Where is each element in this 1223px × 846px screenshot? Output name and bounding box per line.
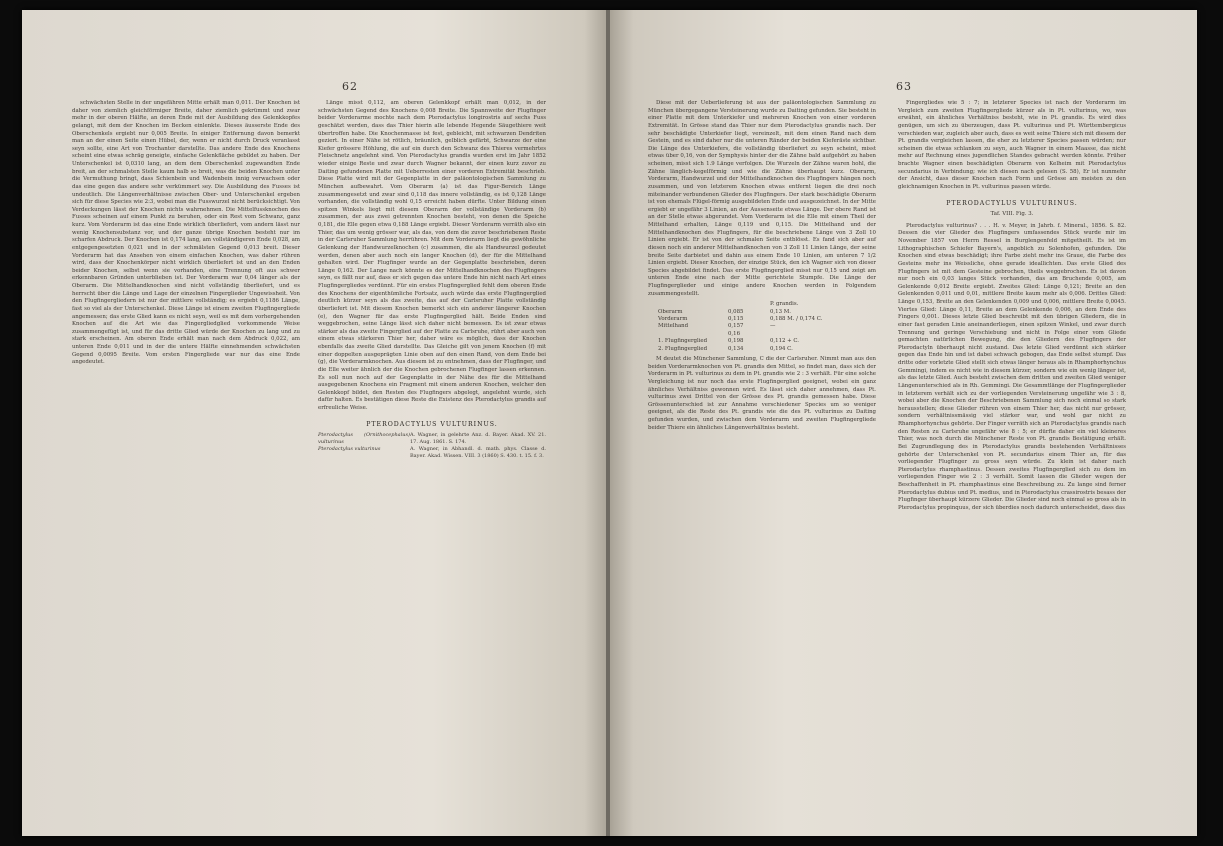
species-heading-right: PTERODACTYLUS VULTURINUS. [946,199,1078,207]
measurement-row: Oberarm 0,085 0,13 M. [658,308,791,315]
measurement-row: 1. Flugfingerglied 0,198 0,112 + C. [658,338,800,345]
measurement-row: 0,16 [728,330,741,337]
right-page [610,10,1197,836]
measurement-row: 2. Flugfingerglied 0,134 0,194 C. [658,345,793,352]
left-column-1 [72,100,300,820]
plate-reference: Taf. VIII. Fig. 3. [990,211,1034,218]
right-col1-after: M deutet die Münchener Sammlung, C die der Carlsruher. Nimmt man aus den beiden Vorderarmknochen von Pt. grandis den Mittel, so findet man, dass sich der Vorderarm in Pt. vulturinus zu dem in Pt. grandis wie 2 : 3 verhält. Für eine solche Vergleichung ist nur noch das erste Flugfingerglied geeignet, wobei ein ganz ähnliches Verhältniss gewonnen wird. Es lässt sich daher annehmen, dass Pt. vulturinus zwei Drittel von der Grösse des Pt. grandis gemessen habe. Diese Grössenunterschied ist zur Annahme verschiedener Species um so weniger geeignet, als die Reste des Pt. grandis wie die des Pt. vulturinus zu Daiting gefunden wurden, und zwischen dem Vorderarm und zweiten Flugfingergliede beider Thiere ein ähnliches Längenverhältniss besteht. [648,356,876,431]
synonym-name: Pterodactylus vulturinus [318,446,381,453]
measurement-header-row [658,301,876,308]
right-column-1 [648,100,876,820]
synonym-row [318,446,546,460]
measurement-header: P. grandis. [770,301,799,308]
measurement-table [658,301,876,353]
synonym-list [318,432,546,460]
right-col2-text: Fingergliedes wie 5 : 7; in letzterer Species ist nach der Vorderarm im Vergleich zum zweiten Flugfingergliede kürzer als in Pt. vulturinus, wo, was erwähnt, ein ähnliches Verhältniss besteht, wie in Pt. grandis. Es wird dies genügen, um sich zu überzeugen, dass Pt. vulturinus und Pt. Württembergicus verschieden war, zugleich aber auch, dass es weit seine Thiere sich mit diesem der Pt. grandis vergleichen lassen, die eher zu letzterer Species passen würden; nur scheinen die etwas schlanken zu seyn, auch Wagner in einem Maasse, das nicht mehr auf Rechnung eines jugendlichen Standes gebracht werden könnte. Früher brachte Wagner einen beschädigten Oberarm von Kelheim mit Pterodactylus secundarius in Verbindung; wie ich diesen nach gelesen (S. 58), Er ist nunmehr der Ansicht, dass dieser Knochen nach Form und Grösse am meisten zu den gleichnamigen Knochen in Pt. vulturinus passen würde. [898,100,1126,190]
book-spread [22,10,1197,836]
synonym-row [318,432,546,446]
synonym-ref: A. Wagner, in Abhandl. d. math. phys. Classe d. Bayer. Akad. Wissen. VIII. 3 (1860) S. 430. t. 15. f. 3. [410,446,546,460]
left-col1-text: schwächsten Stelle in der ungefähren Mitte erhält man 0,011. Der Knochen ist daher von ziemlich gleichförmiger Breite, daher ziemlich gekrümmt und zwar mehr in der oberen Hälfte, an deren Ende mit der Ausbildung des Gelenkkopfes gelangt, mit dem der Knochen im Becken einlenkte. Dieses äusserste Ende des Oberschenkels ergiebt nur 0,005 Breite. In einiger Entfernung davon bemerkt man an der einen Seite einen Hübel, der, wenn er nicht durch Druck veranlasst seyn sollte, eine Art von Trochanter darstellte. Das andere Ende des Knochens scheint eine etwas schräg geneigte, einfache Gelenkfläche gebildet zu haben. Der Unterschenkel ist 0,0310 lang, an dem dem Oberschenkel zugewandten Ende breit, an der schmalsten Stelle kaum halb so breit, was die beiden Knochen unter die Vermuthung bringt, dass Schienbein und Wadenbein innig verwachsen oder das eine gegen das andere sehr verkümmert sey. Die Ausbildung des Fusses ist undeutlich. Die Längenverhältnisse zwischen Ober- und Unterschenkel ergeben sich für diese Species wie 2:3, wobei man die Fusswurzel nicht berücksichtigt. Von Verdeckungen lässt der Knochen nichts wahrnehmen. Die Mittelfussknochen des Fusses scheinen auf einem Punkt zu beruhen, oder ein Rest vom Schwanz, ganz kurz. Vom Vorderarm ist das eine Ende wirklich überliefert, vom andern lässt nur wenig Knochensubstanz vor, und der ganze übrige Knochen besteht nur im scharfen Abdruck. Der Knochen ist 0,174 lang, am vollständigeren Ende 0,028, am entgegengesetzten 0,021 und in der schmälsten Gegend 0,013 breit. Dieser Vorderarm hat das Ansehen von einem einfachen Knochen, was daher rühren wird, dass der Knochenkörper nicht wirklich überliefert ist und an den Enden beider Knochen, selbst wenn sie vorhanden, eine Trennung oft aus schwer erkennbaren Gründen unterblieben ist. Der Vorderarm war 0,04 länger als der Oberarm. Die Mittelhandknochen sind nicht vollständig überliefert, und es herrscht über die Länge und Lage der einzelnen Fingerglieder Ungewissheit. Von den Flugfingergliedern ist nur der mittlere vollständig; es ergiebt 0,1186 Länge, fast so viel als der Unterschenkel. Diese Länge ist einem zweiten Flugfingergliede angemessen; das erste Glied kann es nicht seyn, weil es mit dem vorhergehenden Knochen auf die Art wie das Fingergliedglied vorkommende Weise zusammengefügt ist, und für das dritte Glied würde der Knochen zu lang und zu stark erscheinen. Am oberen Ende erhält man nach dem Abdruck 0,022, am unteren Ende 0,011 und in der die untere Hälfte einnehmenden schwächsten Gegend 0,0095 Breite. Vom ersten Fingergliede war nur das eine Ende angedeutet. [72,100,300,366]
right-column-2 [898,100,1126,820]
right-col2-after: Pterodactylus vulturinus? . . . H. v. Meyer, in Jahrb. f. Mineral., 1856. S. 82. Dessen die vier Glieder des Flugfingers umfassendes Stück wurde mir im November 1857 von Herrn Ressel in Burglengenfeld mitgetheilt. Es ist im Lithographischen Schiefer Bayern's, angeblich zu Solenhofen, gefunden. Die Knochen sind etwas beschädigt; ihre Farbe zieht mehr ins Graue, die Farbe des Gesteins mehr ins Weissliche, ohne gerade ideallichten. Das erste Glied des Flugfingers ist mit dem Gesteine gebrochen, theils weggebrochen. Es ist davon nur noch ein 0,03 langes Stück vorhanden, das am Bruchende 0,005, am Gelenkende 0,012 Breite ergiebt. Zweites Glied: Länge 0,121; Breite an den Gelenkenden 0,011 und 0,01, mittlere Breite kaum mehr als 0,006. Drittes Glied: Länge 0,153, Breite an den Gelenkenden 0,009 und 0,006, mittlere Breite 0,0045. Viertes Glied: Länge 0,11, Breite an dem Gelenkende 0,006, an dem Ende des Fingers 0,001. Dieses letzte Glied beschreibt mit den übrigen Gliedern, die in einer fast geraden Linie aneinanderliegen, einen spitzen Winkel, und zwar durch Trennung und geringe Verschiebung und nicht in Folge einer vom Gliede gemachten natürlichen Bewegung, die den Gliedern des Flugfingers der Pterodactyln überhaupt nicht zustand. Das letzte Glied verdünnt sich stärker gegen das Ende hin und ist dabei schwach gebogen, das Ende selbst stumpf. Das dritte oder vorletzte Glied stellt sich etwas länger heraus als in Rhamphorhynchus Gemmingi, indem es nicht wie in diesem kürzer, sondern wie ein wenig länger ist, als das letzte Glied. Auch besteht zwischen dem dritten und zweiten Glied weniger Längenunterschied als in Rh. Gemmingi. Die Gesammtlänge der Flugfingerglieder in letzterem verhält sich zu der vorliegenden Versteinerung ungefähr wie 3 : 8, wobei aber die Knochen der Beschriebenen Sammlung sich noch einmal so stark herausstellen; diese Glieder rühren von einem Thier her, das nicht nur grösser, sondern verhältnissmässig viel stärker war, und wohl gar nicht zu Rhamphorhynchus gehörte. Der Finger verräth sich an Pterodactylus grandis nach den Resten zu Carlsruhe ungefähr wie 8 : 5; er dürfte daher ein viel kleineres Thier, was noch durch die Münchener Reste von Pt. grandis Bestätigung erhält. Bei Zugrundlegung des in Pterodactylus grandis bestehenden Verhältnisses gehörte der Unterschenkel von Pt. secundarius einem Thier an, für das vorliegender Flugfinger zu gross seyn würde. Zu klein ist daher nach Pterodactylus rhamphastinus. Dessen zweites Flugfingerglied sich zu dem im vorliegenden Finger wie 2 : 3 verhält. Somit lassen die Glieder wegen der Beschaffenheit in Pt. rhamphastinus eine Beschreibung zu. Zu lange sind ferner Pterodactylus dubius und Pt. medius, und in Pterodactylus crassirostris besass der Flugfinger überhaupt kürzere Glieder. Die Glieder sind noch einmal so gross als in Pterodactylus propinquus, der sich überdies noch dadurch unterscheidet, dass das [898,222,1126,511]
page-number-left: 62 [342,80,358,93]
left-column-2 [318,100,546,820]
left-col2-text: Länge misst 0,112, am oberen Gelenkkopf erhält man 0,012, in der schwächsten Gegend des Knochens 0,008 Breite. Die Spannweite der Flugfinger beider Vorderarme mochte nach dem Pterodactylus longirostris auf sechs Fuss geschätzt werden, dass das Thier hierin alle lebende Hegende Säugethiere weit übertroffen habe. Die Knochenmasse ist fest, gebleicht, mit schwarzen Dendriten geziert. In einer Nähe ist rötlich, bräunlich, gelblich gefärbt, Schwarze der eine Kiefer grössere Höhlung, die auf ein durch den Schwanz des Thieres vermehrtes Fleischnetz angelehnt sind. Von Pterodactylus grandis wurden erst im Jahr 1852 wieder einige Reste und zwar durch Wagner bekannt, der einen kurz zuvor zu Daiting gefundenen Platte mit Ueberresten einer vorderen Extremität beschrieb. Diese Platte wird mit der Gegenplatte in der paläontologischen Sammlung zu München aufbewahrt. Vom Oberarm (a) ist das Figur-Bereich Länge zusammengesetzt und zwar sind 0,118 das innere vollständig, es ist 0,128 Länge vorhanden, die vollständig wohl 0,15 erreicht haben dürfte. Unter Bildung einen spitzen Winkels liegt mit diesem Oberarm der vollständige Vorderarm (b) zusammen, der aus zwei getrennten Knochen besteht, von denen die Speiche 0,181, die Elle gegen etwa 0,188 Länge ergiebt. Dieser Vorderarm verräth also ein Thier, das um wenig grösser war, als das, von dem die zuvor beschriebenen Reste in der Carlsruher Sammlung herrühren. Mit dem Vorderarm liegt die gewöhnliche Gelenkung der Handwurzelknochen (c) zusammen, die als Handwurzel gedeutet werden, denen aber auch noch ein langer Knochen (d), der für die Mittelhand gehalten wird. Der Flugfinger wurde an der Gegenplatte beschrieben, deren Länge 0,162. Der Lange nach könnte es der Mittelhandknochen des Flugfingers seyn, es fällt nur auf, dass er sich gegen das untere Ende hin nicht nach Art eines Flugfingergliedes verdünnt. Für ein erstes Flugfingerglied fehlt dem oberen Ende des Knochens der eigenthümliche Fortsatz, auch würde das erste Flugfingerglied deutlich kürzer seyn als das zweite, das auf der Carlsruher Platte vollständig überliefert ist. Mit diesem Knochen bemerkt sich ein anderer längerer Knochen (e), den Wagner für das erste Flugfingerglied hält. Beide Enden sind weggebrochen, seine Länge lässt sich daher nicht bemessen. Es ist zwar etwas stärker als das zweite Fingerglied auf der Platte zu Carlsruhe, rührt aber auch von einem etwas stärkeren Thier her, daher wäre es möglich, dass der Knochen ebenfalls das zweite Glied darstellte. Das Gleiche gilt von jenem Knochen (f) mit einer doppelten ausgeprägten Linie oben auf den einen Rand, von dem Ende bei (g), die Vorderarmknochen. Aus diesem ist zu entnehmen, dass der Flugfinger, und die Elle weiter ähnlich der die Knochen gebrochenen Flugfinger lassen erkennen. Es soll nun noch auf der Gegenplatte in der Nähe des für die Mittelhand ausgegebenen Knochens ein Fragment mit einem anderen Knochen, welcher den Gelenkkopf bildet, den Resten des Flugfingers abgelegt, angelehnt wurde, sich dafür halten. Es bestätigen diese Reste die Existenz des Pterodactylus grandis auf erfreuliche Weise. [318,100,546,411]
page-number-right: 63 [896,80,912,93]
right-col1-text: Diese mit der Ueberlieferung ist aus der paläontologischen Sammlung zu München übergegangene Versteinerung wurde zu Daiting gefunden. Sie besteht in einer Platte mit dem Unterkiefer und mehreren Knochen von einer vorderen Extremität. In Grösse stand das Thier nur dem Pterodactylus grandis nach. Der sehr beschädigte Unterkiefer liegt, vereinzelt, mit dem einen Rand nach dem Gestein, und es sind daher nur die unteren Ränder der beiden Kieferäste sichtbar. Die Länge des Unterkiefers, die vollständig überliefert zu seyn scheint, misst etwas über 0,16, von der Symphysis hinter der die Zähne bald aufgehört zu haben scheinen, misst sich 1.9 Länge verfolgen. Die Wurzeln der Zähne waren hohl, die Zähne länglich-kegelförmig und wie die Zähne überhaupt kurz. Oberarm, Vorderarm, Handwurzel und der Mittelhandknochen des Flugfingers hängen noch zusammen, und von letzterem Knochen etwas entfernt liegen die drei noch miteinander verbundenen Glieder des Flugfingers. Der stark beschädigte Oberarm ist von ehemals Flügel-förmig ausgebildeten Ende und ausgezeichnet. In der Mitte ergiebt er ungefähr 3 Linien, an der Aussenseite etwas Länge. Der obere Rand ist an der Stelle etwas abgerundet. Vom Vorderarm ist die Elle mit einem Theil der Mittelhand erhalten, Länge 0,119 und 0,115. Die Mittelhand und der Mittelhandknochen des Flugfingers, für die beschriebene Länge von 3 Zoll 10 Linien ergiebt. Er ist von der schmalen Seite entblösst. Es fand sich aber auf diesen noch ein anderer Mittelhandknochen von 3 Zoll 11 Linien Länge, der seine breite Seite darbietet und dahin aus einem Ende 10 Linien, am unteren 7 1/2 Linien ergiebt. Dieser Knochen, der einzige Stück, den ich Wagner sich von dieser Species abgebildet findet. Das erste Flugfingerglied misst nur 0,15 und zeigt am unteren Ende eine nach der Mitte gerichtete Stumpfe. Die Länge der Flugfingerglieder und einige andere Knochen werden in Folgendem zusammengestellt. [648,100,876,297]
synonym-name: Pterodactylus (Ornithocephalus) vulturinus [318,432,410,446]
left-page [22,10,608,836]
species-heading-left: PTERODACTYLUS VULTURINUS. [366,420,498,428]
synonym-ref: A. Wagner, in gelehrte Anz. d. Bayer. Akad. XV. 21. 17. Aug. 1861. S. 174. [410,432,546,446]
measurement-row: Vorderarm 0,115 0,188 M. / 0,174 C. [658,316,823,323]
measurement-row: Mittelhand 0,157 — [658,323,776,330]
